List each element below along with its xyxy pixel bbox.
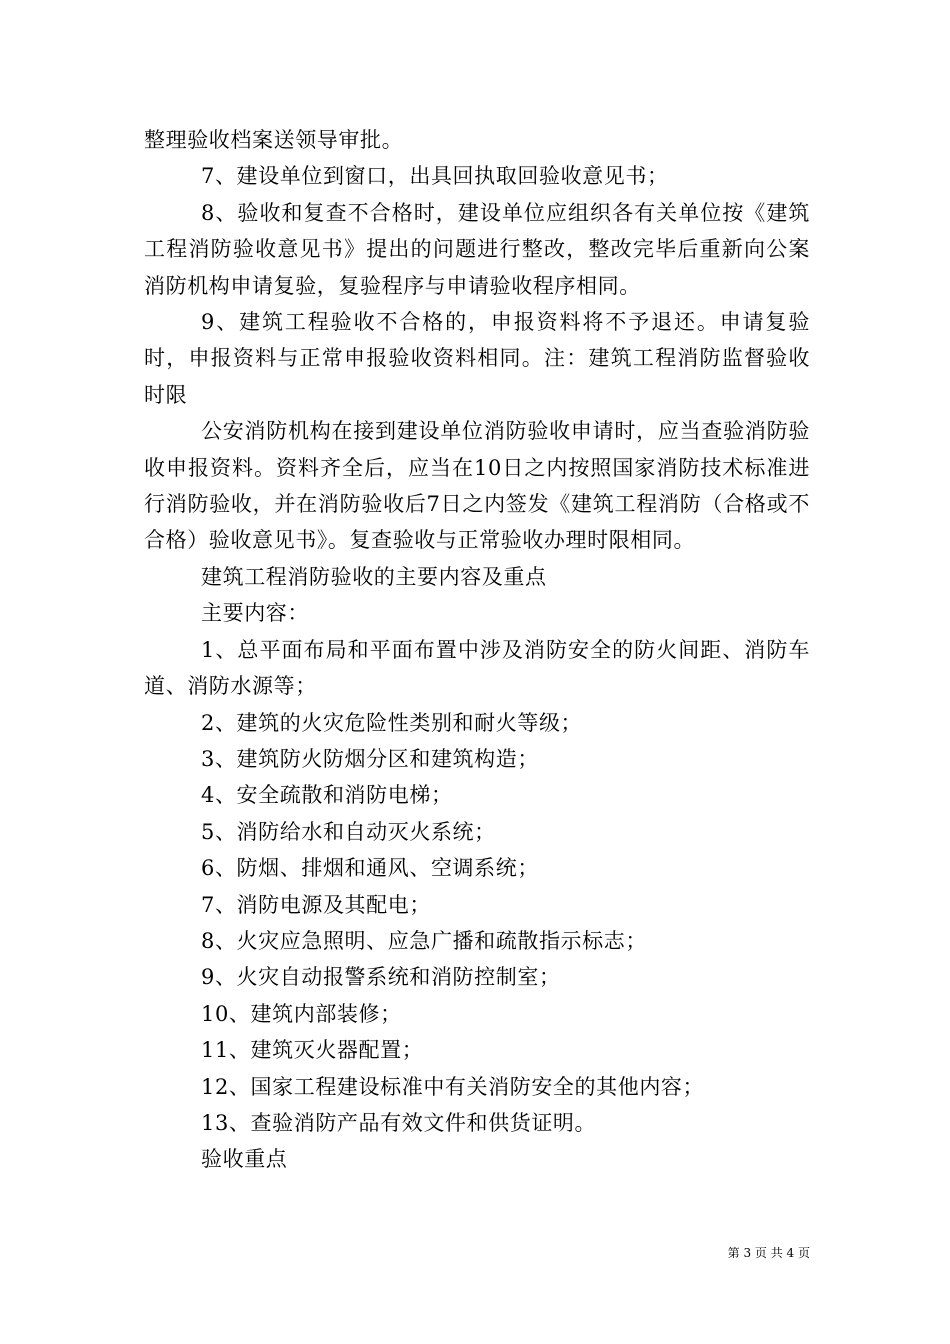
- list-item: 11、建筑灭火器配置；: [201, 1038, 424, 1063]
- list-item: 3、建筑防火防烟分区和建筑构造；: [201, 746, 539, 771]
- list-item: 4、安全疏散和消防电梯；: [201, 783, 453, 808]
- document-body: [144, 122, 810, 1178]
- list-item: 7、消防电源及其配电；: [201, 892, 431, 917]
- subheading-acceptance-focus: 验收重点: [201, 1147, 288, 1172]
- paragraph-2: 7、建设单位到窗口，出具回执取回验收意见书；: [201, 164, 669, 189]
- list-item: 9、火灾自动报警系统和消防控制室；: [201, 965, 561, 990]
- list-item: 13、查验消防产品有效文件和供货证明。: [201, 1110, 597, 1135]
- section-heading: 建筑工程消防验收的主要内容及重点: [201, 564, 547, 589]
- list-item: 10、建筑内部装修；: [201, 1001, 402, 1026]
- paragraph-5: 公安消防机构在接到建设单位消防验收申请时，应当查验消防验收申报资料。资料齐全后，应当在10日之内按照国家消防技术标准进行消防验收，并在消防验收后7日之内签发《建筑工程消防（合格或不合格）验收意见书》。复查验收与正常验收办理时限相同。: [144, 419, 810, 553]
- list-item: 2、建筑的火灾危险性类别和耐火等级；: [201, 710, 583, 735]
- list-item: 6、防烟、排烟和通风、空调系统；: [201, 856, 539, 881]
- page-number-footer: 第 3 页 共 4 页: [727, 1246, 810, 1260]
- subheading-main-content: 主要内容：: [201, 601, 309, 626]
- paragraph-3: 8、验收和复查不合格时，建设单位应组织各有关单位按《建筑工程消防验收意见书》提出的问题进行整改，整改完毕后重新向公案消防机构申请复验，复验程序与申请验收程序相同。: [144, 200, 810, 298]
- list-item: 5、消防给水和自动灭火系统；: [201, 819, 496, 844]
- list-item: 1、总平面布局和平面布置中涉及消防安全的防火间距、消防车道、消防水源等；: [144, 637, 810, 699]
- list-item: 12、国家工程建设标准中有关消防安全的其他内容；: [201, 1074, 705, 1099]
- list-item: 8、火灾应急照明、应急广播和疏散指示标志；: [201, 928, 647, 953]
- paragraph-4: 9、建筑工程验收不合格的，申报资料将不予退还。申请复验时，申报资料与正常申报验收资料相同。注：建筑工程消防监督验收时限: [144, 310, 810, 407]
- paragraph-1: 整理验收档案送领导审批。: [144, 128, 404, 152]
